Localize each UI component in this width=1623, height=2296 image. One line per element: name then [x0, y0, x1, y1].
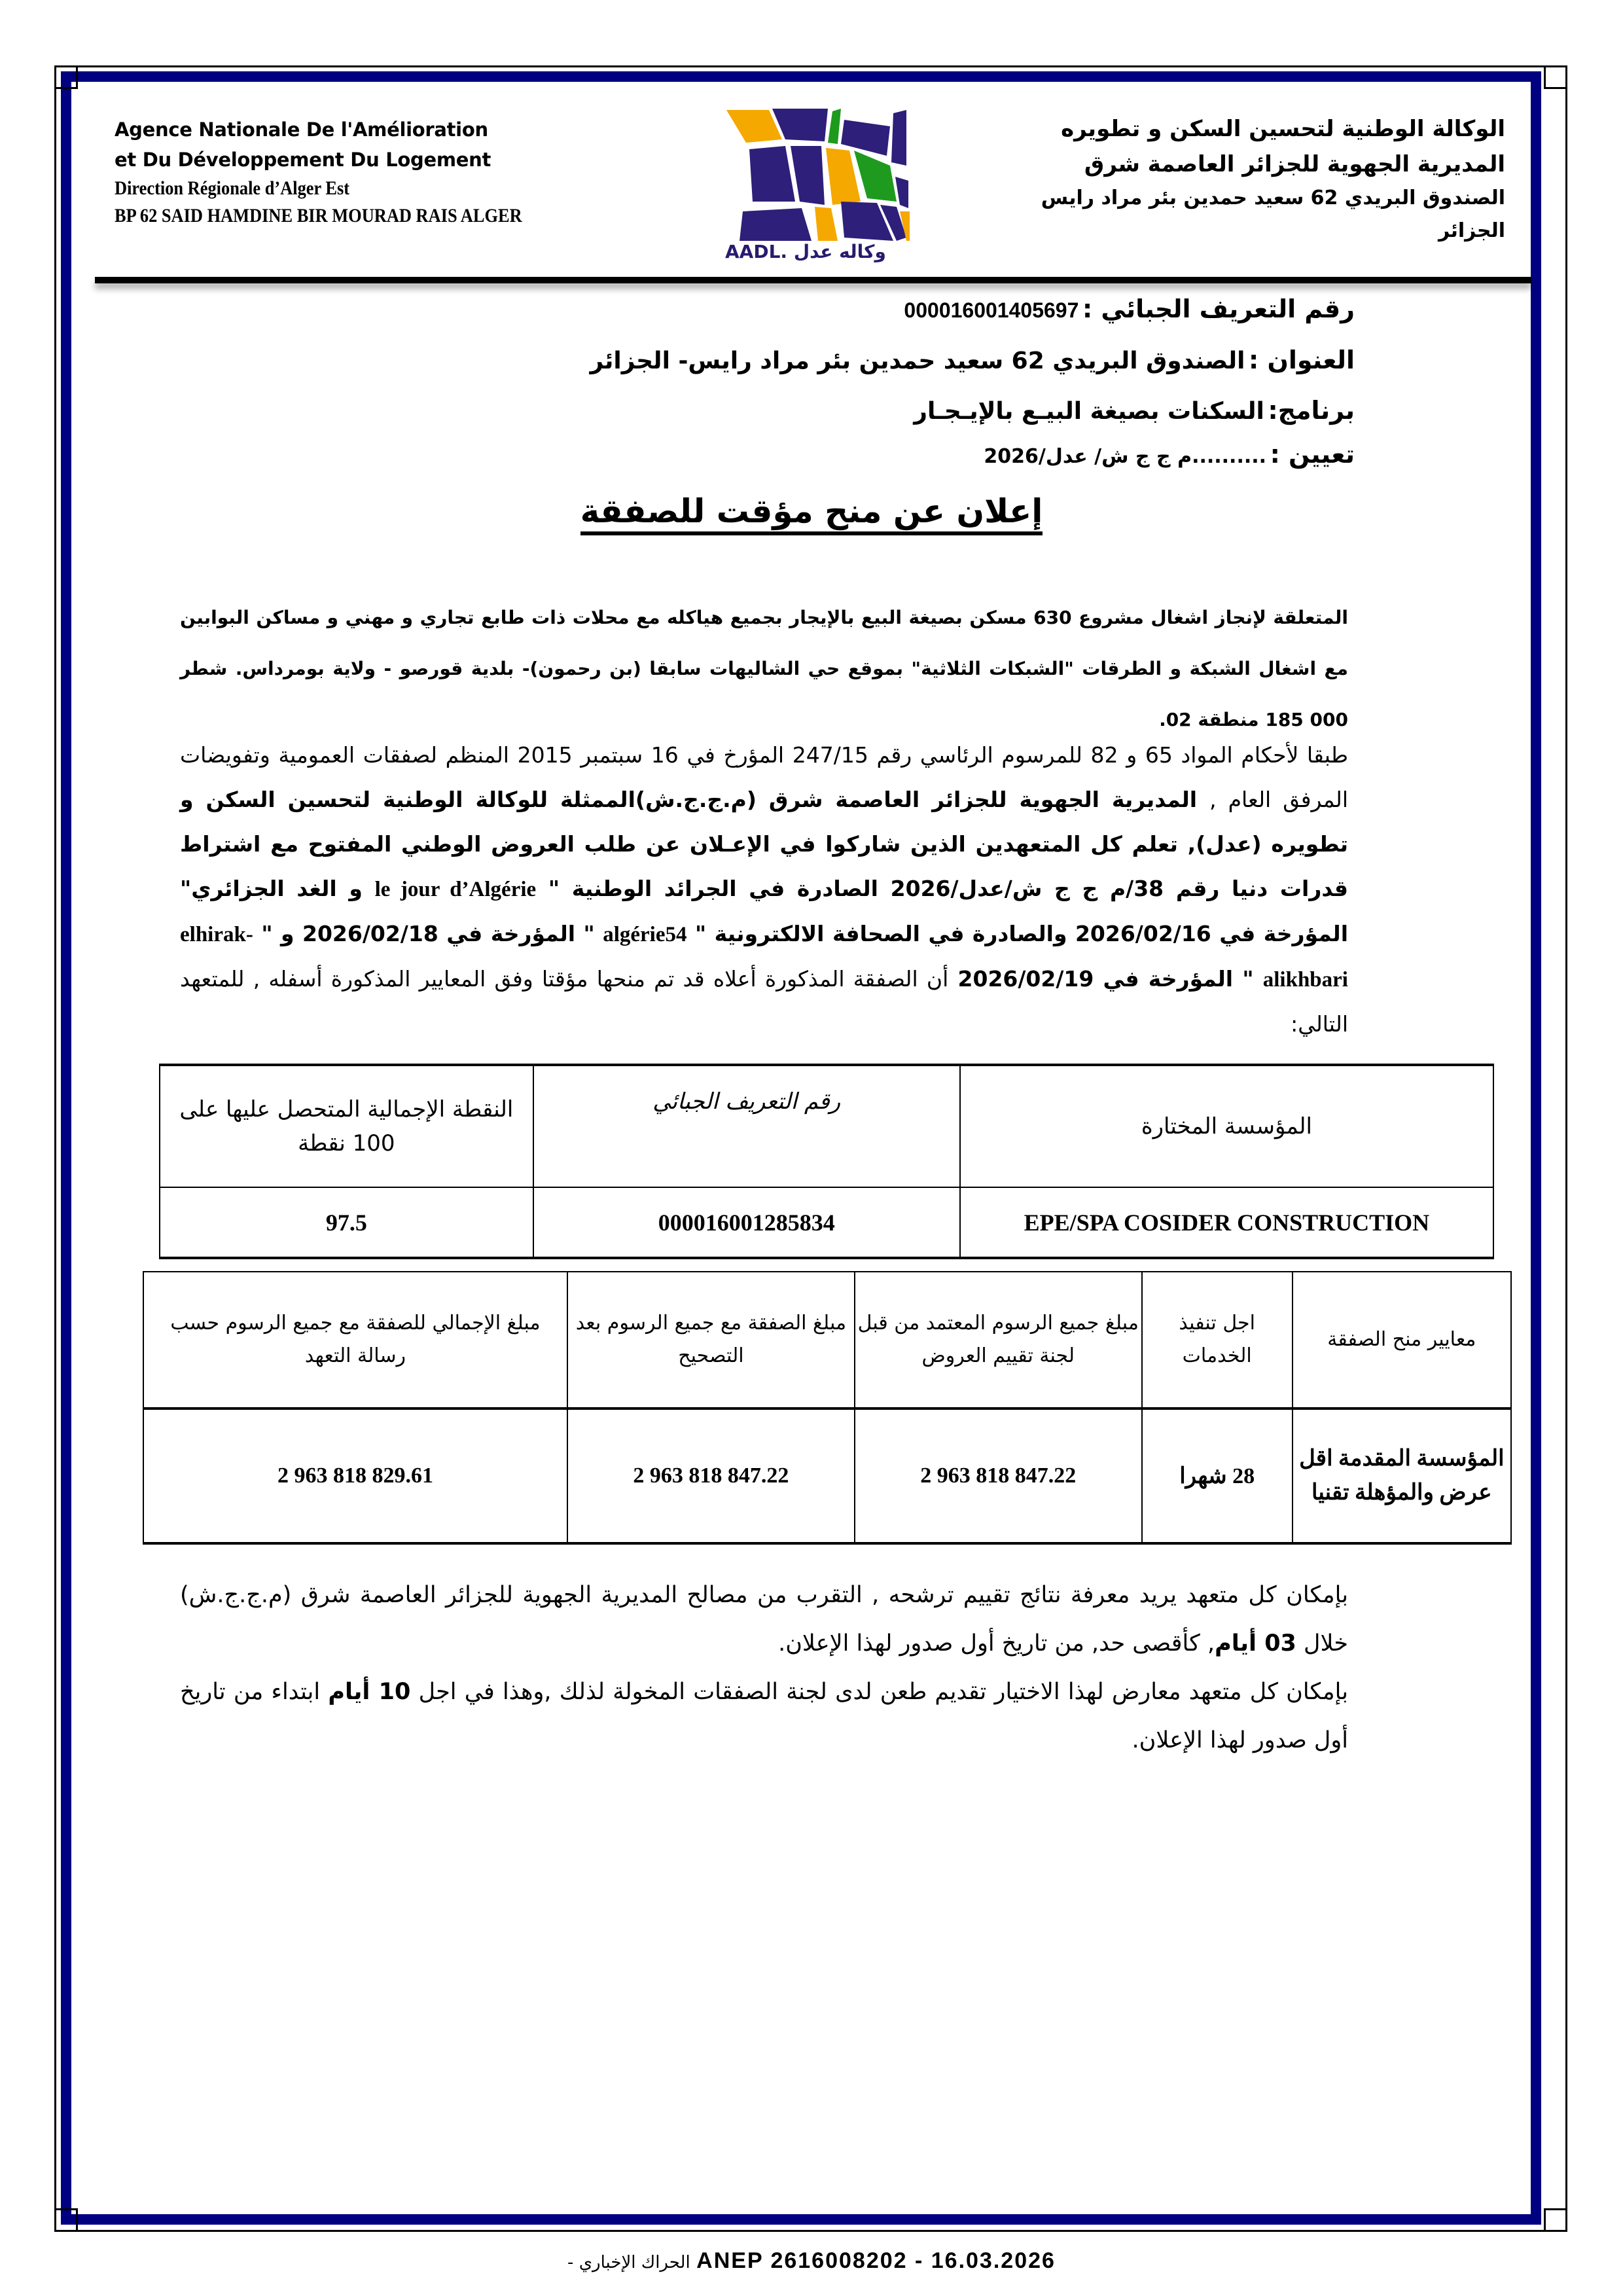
address-ar: الصندوق البريدي 62 سعيد حمدين بئر مراد رايس [1041, 187, 1505, 209]
company-name: EPE/SPA COSIDER CONSTRUCTION [960, 1187, 1493, 1258]
header-arabic-block [1034, 111, 1505, 247]
footer-reference: ANEP 2616008202 - 16.03.2026 [696, 2248, 1056, 2273]
amount-commitment-value: 2 963 818 829.61 [143, 1408, 567, 1543]
appeal-notice-paragraph [180, 1571, 1348, 1765]
announcement-title [0, 492, 1623, 530]
agency-name-fr-line1: Agence Nationale De l'Amélioration [115, 118, 488, 141]
frame-corner-ornament [1544, 65, 1567, 89]
selected-company-table [159, 1064, 1494, 1259]
address-line [590, 346, 1355, 374]
execution-period-value: 28 شهرا [1142, 1408, 1293, 1543]
program-label: برنامج: [1268, 396, 1355, 425]
legal-notice-paragraph [180, 733, 1348, 1047]
inquiry-deadline: 03 أيام [1215, 1630, 1296, 1657]
agency-name-fr-line2: et Du Développement Du Logement [115, 149, 491, 171]
program-line [914, 396, 1355, 425]
table-row [160, 1187, 1493, 1258]
agency-name-ar: الوكالة الوطنية لتحسين السكن و تطويره [1061, 116, 1505, 142]
frame-corner-ornament [1544, 2208, 1567, 2232]
table-header-row [160, 1065, 1493, 1187]
award-criteria-table [143, 1271, 1512, 1545]
press-name-2: algérie54 [603, 923, 687, 946]
appeal-text-end: ابتداء من تاريخ أول صدور لهذا الإعلان. [180, 1679, 1348, 1753]
notice-text-3: " المؤرخة في 2026/02/18 و " [261, 921, 595, 946]
notice-text-1: المديرية الجهوية للجزائر العاصمة شرق (م.ج.ج.ش)الممثلة للوكالة الوطنية لتحسين السكن و تطويره (عدل), تعلم كل المتعهدين الذين شاركوا في الإعـلان عن طلب العروض الوطني المفتوح مع اشتراط قدرات دنيا رقم 38/م ج ج ش/عدل/2026 الصادرة في الجرائد الوطنية " [180, 787, 1348, 901]
header-amount-approved: مبلغ جميع الرسوم المعتمد من قبل لجنة تقييم العروض [855, 1272, 1142, 1408]
address-fr: BP 62 SAID HAMDINE BIR MOURAD RAIS ALGER [115, 205, 522, 226]
header-amount-commitment: مبلغ الإجمالي للصفقة مع جميع الرسوم حسب رسالة التعهد [143, 1272, 567, 1408]
amount-corrected-value: 2 963 818 847.22 [567, 1408, 855, 1543]
tax-id-label: رقم التعريف الجبائي : [1082, 295, 1355, 323]
designation-value: ..........م ج ج ش/ عدل/2026 [984, 445, 1267, 468]
company-tax-id: 000016001285834 [533, 1187, 960, 1258]
table-row [143, 1408, 1511, 1543]
footer-source: - الحراك الإخباري [567, 2253, 690, 2272]
header-amount-corrected: مبلغ الصفقة مع جميع الرسوم بعد التصحيح [567, 1272, 855, 1408]
direction-name-fr: Direction Régionale d’Alger Est [115, 177, 350, 199]
press-name-3: elhirak-alikhbari [180, 923, 1348, 992]
notice-text-5: أن الصفقة المذكورة أعلاه قد تم منحها مؤقتا وفق المعايير المذكورة أسفله , للمتعهد التالي: [180, 966, 1348, 1037]
program-value: السكنات بصيغة البيـع بالإيـجـار [914, 398, 1264, 425]
header-award-criteria: معايير منح الصفقة [1293, 1272, 1511, 1408]
press-name-1: le jour d’Algérie [374, 878, 537, 901]
page-footer [0, 2248, 1623, 2274]
direction-name-ar: المديرية الجهوية للجزائر العاصمة شرق [1084, 151, 1505, 177]
address-label: العنوان : [1249, 346, 1355, 374]
frame-corner-ornament [54, 65, 78, 89]
legal-basis-text: طبقا لأحكام المواد 65 و 82 للمرسوم الرئاسي رقم 247/15 المؤرخ في 16 سبتمبر 2015 المنظم لصفقات العمومية وتفويضات المرفق العام , [180, 742, 1349, 812]
header-tax-id: رقم التعريف الجبائي [533, 1065, 960, 1187]
city-ar: الجزائر [1438, 219, 1505, 242]
project-description: المتعلقة لإنجاز اشغال مشروع 630 مسكن بصيغة البيع بالإيجار بجميع هياكله مع محلات ذات طابع تجاري و مهني و مساكن البوابين مع اشغال الشبكة و الطرقات "الشبكات الثلاثية" بموقع حي الشاليهات سابقا (بن رحمون)- بلدية قورصو - ولاية بومرداس. شطر 000 185 منطقة 02. [180, 607, 1348, 730]
header-total-score: النقطة الإجمالية المتحصل عليها على 100 نقطة [160, 1065, 533, 1187]
logo-caption: AADL. وكاله عدل [725, 241, 886, 262]
amount-approved-value: 2 963 818 847.22 [855, 1408, 1142, 1543]
tax-id-line [904, 295, 1355, 323]
notice-text-4: " المؤرخة في 2026/02/19 [957, 966, 1254, 992]
address-value: الصندوق البريدي 62 سعيد حمدين بئر مراد رايس- الجزائر [590, 348, 1245, 374]
designation-label: تعيين : [1270, 440, 1355, 469]
frame-corner-ornament [54, 2208, 78, 2232]
header-selected-company: المؤسسة المختارة [960, 1065, 1493, 1187]
results-inquiry-text: بإمكان كل متعهد يريد معرفة نتائج تقييم ترشحه , التقرب من مصالح المديرية الجهوية للجزائر العاصمة شرق (م.ج.ج.ش) خلال [180, 1582, 1348, 1657]
company-score: 97.5 [160, 1187, 533, 1258]
award-criteria-value: المؤسسة المقدمة اقل عرض والمؤهلة تقنيا [1293, 1408, 1511, 1543]
header-divider [95, 277, 1531, 283]
announcement-title-text: إعلان عن منح مؤقت للصفقة [580, 492, 1043, 535]
designation-line [984, 440, 1355, 469]
appeal-text: بإمكان كل متعهد معارض لهذا الاختيار تقديم طعن لدى لجنة الصفقات المخولة لذلك ,وهذا في اجل [410, 1679, 1348, 1705]
notice-text-2: و الغد الجزائري" المؤرخة في 2026/02/16 والصادرة في الصحافة الالكترونية " [180, 876, 1349, 946]
results-inquiry-text-end: , كأقصى حد, من تاريخ أول صدور لهذا الإعلان. [778, 1630, 1215, 1657]
appeal-deadline: 10 أيام [328, 1679, 411, 1705]
table-header-row [143, 1272, 1511, 1408]
header-execution-period: اجل تنفيذ الخدمات [1142, 1272, 1293, 1408]
tax-id-value: 000016001405697 [904, 298, 1079, 322]
header-french-block [115, 115, 651, 230]
